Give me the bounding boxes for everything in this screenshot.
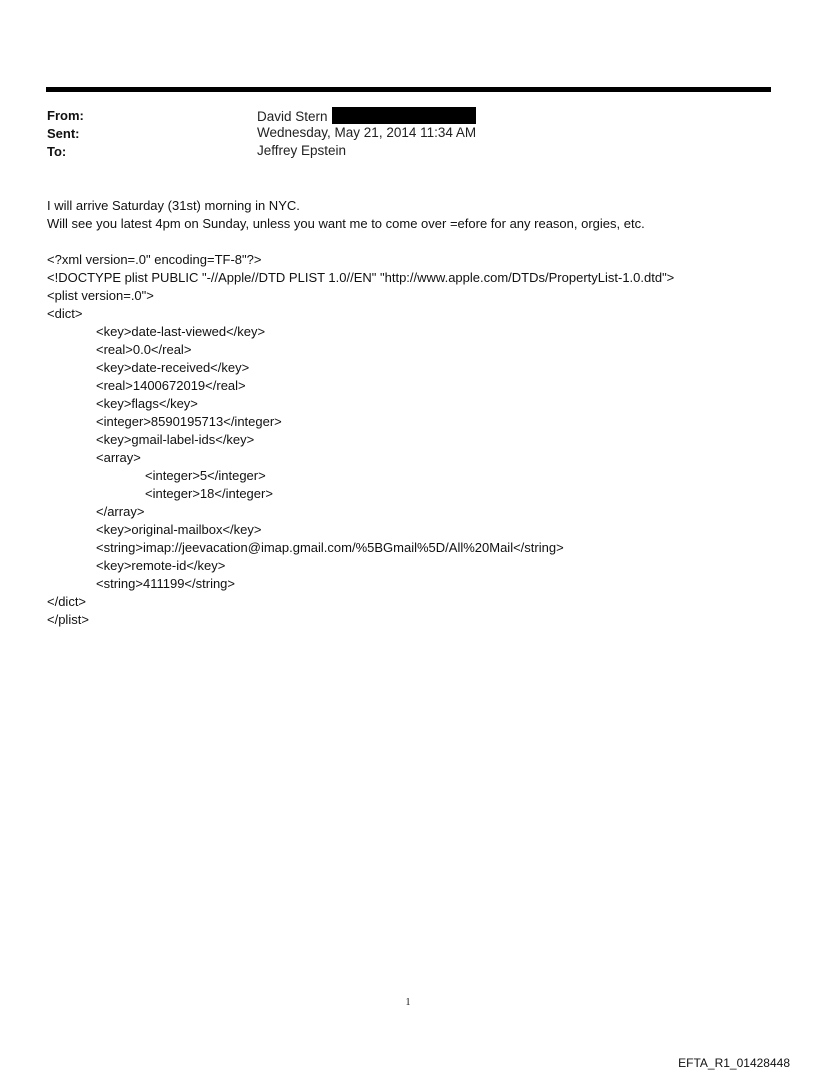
plist-line: </array> xyxy=(96,504,145,519)
plist-line: <string>imap://jeevacation@imap.gmail.com/%5BGmail%5D/All%20Mail</string> xyxy=(96,540,564,555)
plist-doctype: <!DOCTYPE plist PUBLIC "-//Apple//DTD PLIST 1.0//EN" "http://www.apple.com/DTDs/PropertyList-1.0.dtd"> xyxy=(47,270,675,285)
plist-line: <real>0.0</real> xyxy=(96,342,192,357)
dict-open-tag: <dict> xyxy=(47,306,83,321)
plist-open-tag: <plist version=.0"> xyxy=(47,288,154,303)
to-value: Jeffrey Epstein xyxy=(257,143,347,158)
plist-xml-declaration: <?xml version=.0" encoding=TF-8"?> xyxy=(47,252,262,267)
document-id: EFTA_R1_01428448 xyxy=(678,1056,790,1070)
plist-line: <integer>5</integer> xyxy=(145,468,266,483)
plist-line: <integer>18</integer> xyxy=(145,486,273,501)
plist-line: <array> xyxy=(96,450,141,465)
plist-line: <key>date-last-viewed</key> xyxy=(96,324,266,339)
dict-close-tag: </dict> xyxy=(47,594,87,609)
plist-close-tag: </plist> xyxy=(47,612,89,627)
plist-line: <real>1400672019</real> xyxy=(96,378,246,393)
to-label: To: xyxy=(47,144,67,159)
plist-line: <integer>8590195713</integer> xyxy=(96,414,282,429)
message-line-2: Will see you latest 4pm on Sunday, unless you want me to come over =efore for any reason, orgies, etc. xyxy=(47,216,645,231)
from-value xyxy=(257,107,476,124)
plist-line: <key>remote-id</key> xyxy=(96,558,226,573)
from-label: From: xyxy=(47,108,84,123)
plist-line: <key>flags</key> xyxy=(96,396,198,411)
plist-line: <key>date-received</key> xyxy=(96,360,250,375)
header-divider xyxy=(46,87,771,92)
plist-line: <string>411199</string> xyxy=(96,576,236,591)
page-number: 1 xyxy=(405,997,411,1008)
sender-name: David Stern xyxy=(257,109,328,124)
plist-line: <key>original-mailbox</key> xyxy=(96,522,262,537)
redaction-block xyxy=(332,107,476,124)
message-line-1: I will arrive Saturday (31st) morning in NYC. xyxy=(47,198,300,213)
sent-label: Sent: xyxy=(47,126,80,141)
plist-line: <key>gmail-label-ids</key> xyxy=(96,432,255,447)
sent-value: Wednesday, May 21, 2014 11:34 AM xyxy=(257,125,477,140)
